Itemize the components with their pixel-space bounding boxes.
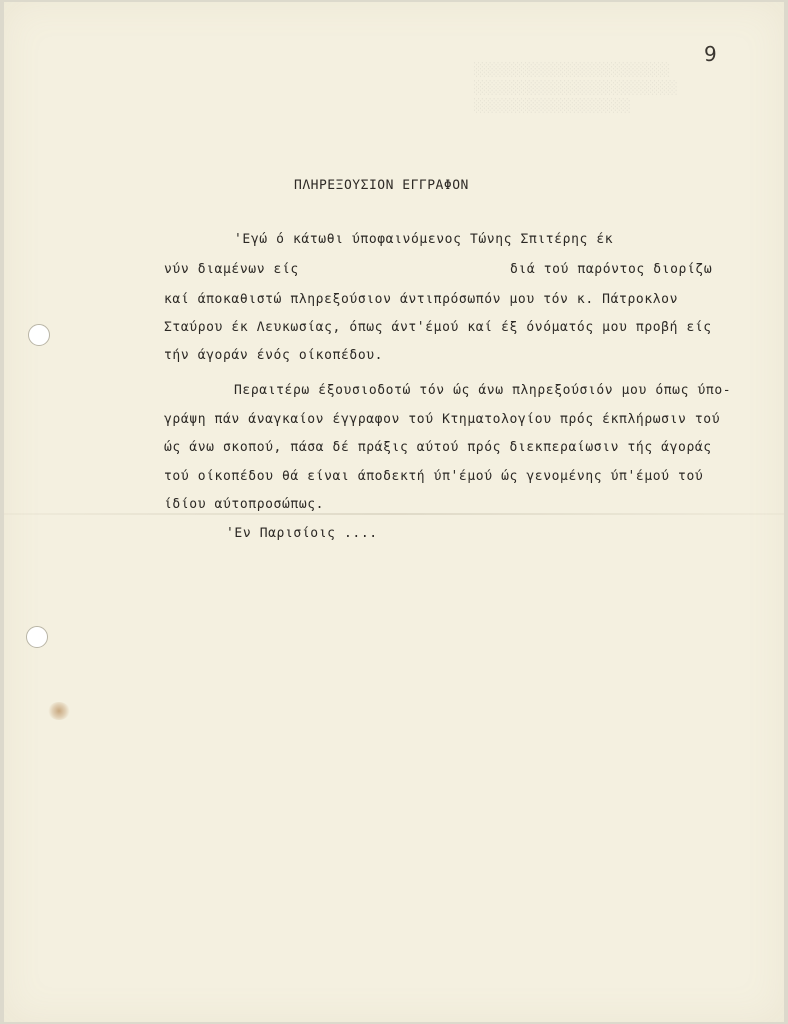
paragraph2-line1: Περαιτέρω έξουσιοδοτώ τόν ώς άνω πληρεξούσιόν μου όπως ύπο- bbox=[234, 383, 732, 398]
paragraph2-line5: ίδίου αύτοπροσώπως. bbox=[164, 497, 325, 512]
paragraph1-line4: Σταύρου έκ Λευκωσίας, όπως άντ'έμού καί έξ όνόματός μου προβή είς bbox=[164, 320, 712, 335]
page-number: 9 bbox=[704, 42, 717, 66]
paragraph2-line4: τού οίκοπέδου θά είναι άποδεκτή ύπ'έμού ώς γενομένης ύπ'έμού τού bbox=[164, 469, 704, 484]
paragraph2-line2: γράψη πάν άναγκαίον έγγραφον τού Κτηματολογίου πρός έκπλήρωσιν τού bbox=[164, 412, 721, 427]
fold-crease bbox=[4, 513, 784, 515]
document-page bbox=[4, 2, 784, 1022]
paragraph1-line2-start: νύν διαμένων είς bbox=[164, 262, 299, 277]
paragraph1-line1: 'Εγώ ό κάτωθι ύποφαινόμενος Τώνης Σπιτέρης έκ bbox=[234, 232, 614, 247]
paragraph1-line2-end: διά τού παρόντος διορίζω bbox=[510, 262, 713, 277]
punch-hole-upper bbox=[28, 324, 50, 346]
rust-stain bbox=[48, 702, 70, 720]
punch-hole-lower bbox=[26, 626, 48, 648]
closing-place: 'Εν Παρισίοις .... bbox=[226, 526, 378, 541]
bleed-through-texture: ░░░░░░░░░░░░░░░░░░░░░░░░░ ░░░░░░░░░░░░░░░░░░░░░░░░░░ ░░░░░░░░░░░░░░░░░░░░ bbox=[474, 63, 678, 114]
paragraph2-line3: ώς άνω σκοπού, πάσα δέ πράξις αύτού πρός διεκπεραίωσιν τής άγοράς bbox=[164, 440, 712, 455]
document-title: ΠΛΗΡΕΞΟΥΣΙΟΝ ΕΓΓΡΑΦΟΝ bbox=[294, 178, 469, 193]
paragraph1-line3: καί άποκαθιστώ πληρεξούσιον άντιπρόσωπόν μου τόν κ. Πάτροκλον bbox=[164, 292, 679, 307]
paragraph1-line5: τήν άγοράν ένός οίκοπέδου. bbox=[164, 348, 384, 363]
